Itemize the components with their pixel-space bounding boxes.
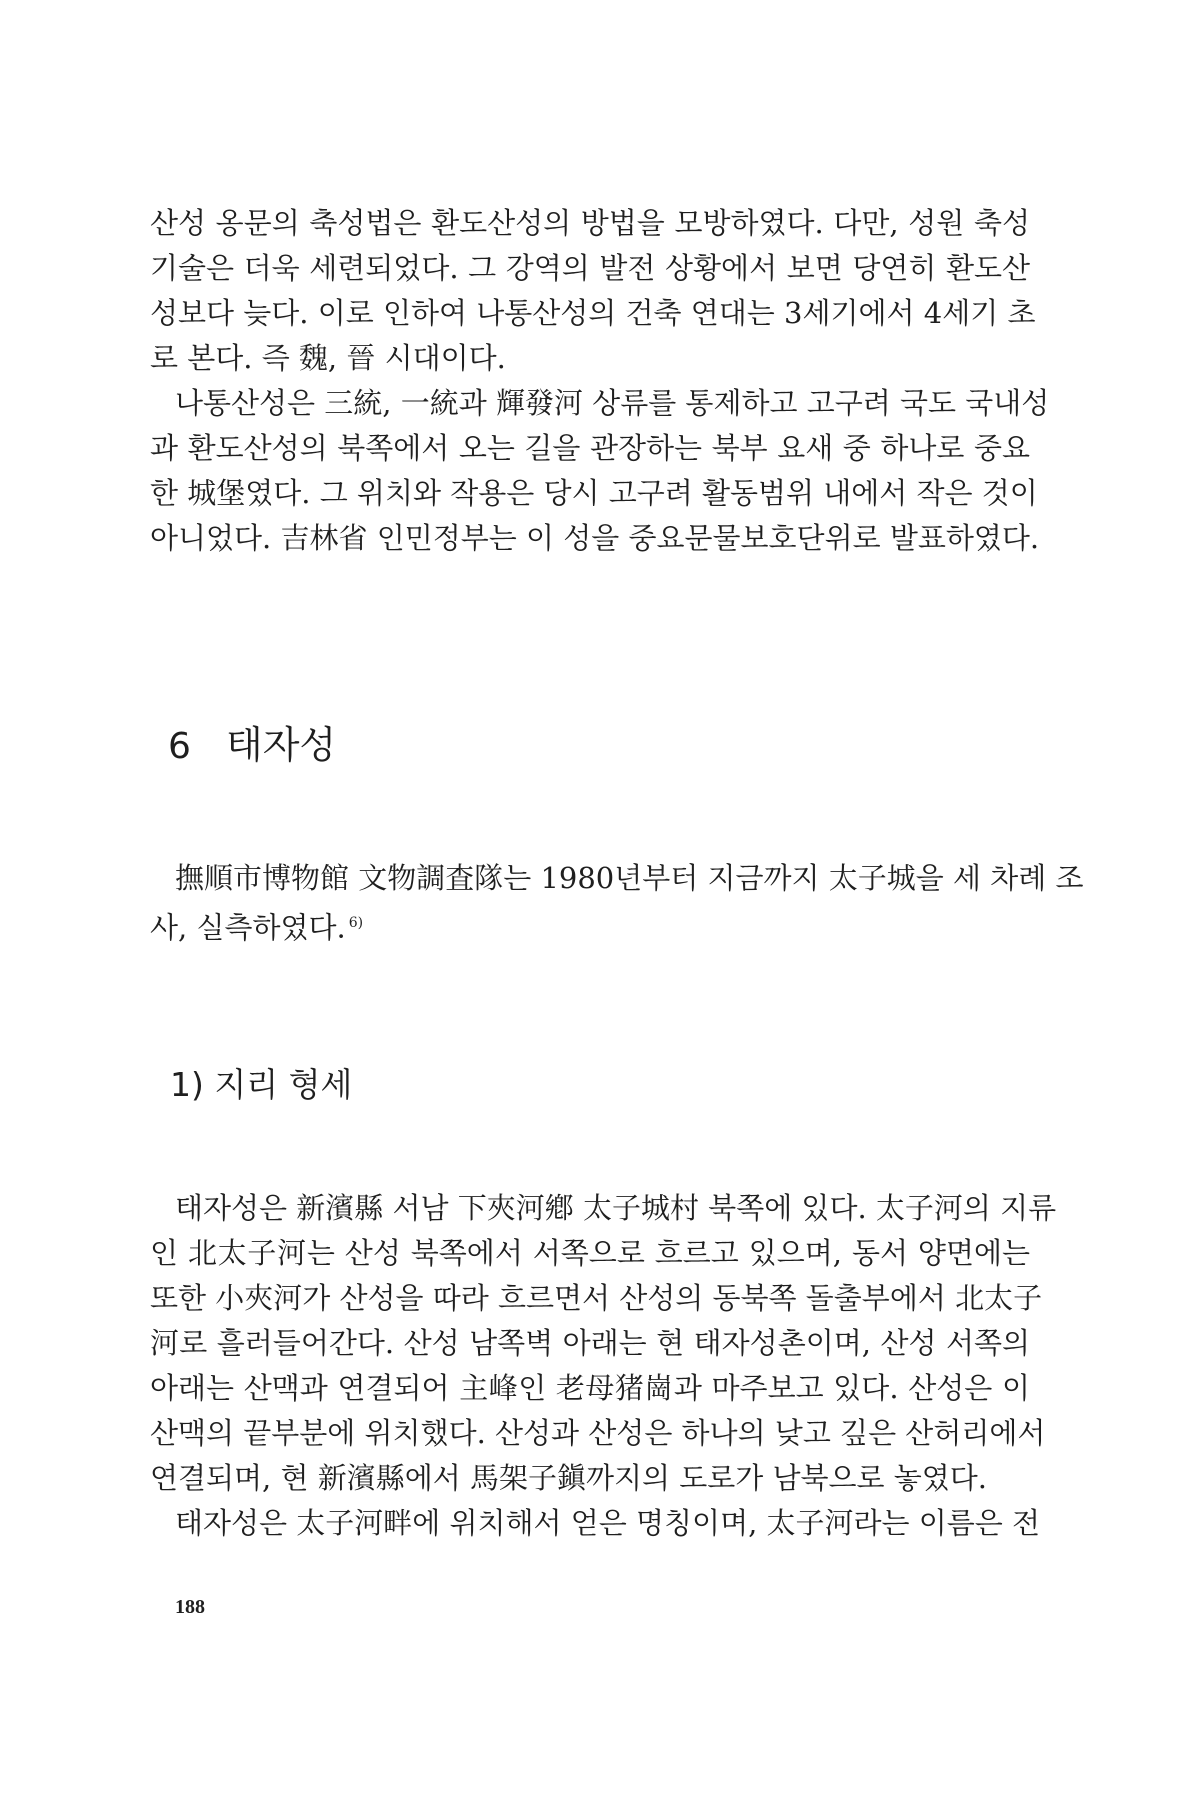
footnote-marker: 6) (348, 915, 364, 931)
text-line: 한 城堡였다. 그 위치와 작용은 당시 고구려 활동범위 내에서 작은 것이 (150, 476, 1038, 510)
text-line: 산성 옹문의 축성법은 환도산성의 방법을 모방하였다. 다만, 성원 축성 (150, 206, 1030, 240)
text-line-content: 사, 실측하였다. (150, 910, 346, 945)
text-line: 태자성은 新濱縣 서남 下夾河鄕 太子城村 북쪽에 있다. 太子河의 지류 (175, 1191, 1057, 1225)
text-line: 로 본다. 즉 魏, 晉 시대이다. (150, 341, 506, 375)
text-line (150, 903, 1030, 948)
text-line: 기술은 더욱 세련되었다. 그 강역의 발전 상황에서 보면 당연히 환도산 (150, 251, 1030, 285)
text-line: 성보다 늦다. 이로 인하여 나통산성의 건축 연대는 3세기에서 4세기 초 (150, 296, 1036, 330)
page-number: 188 (175, 1596, 205, 1618)
text-line: 태자성은 太子河畔에 위치해서 얻은 명칭이며, 太子河라는 이름은 전 (175, 1506, 1041, 1540)
text-line: 연결되며, 현 新濱縣에서 馬架子鎭까지의 도로가 남북으로 놓였다. (150, 1461, 988, 1495)
text-line: 또한 小夾河가 산성을 따라 흐르면서 산성의 동북쪽 돌출부에서 北太子 (150, 1281, 1043, 1315)
text-line: 산맥의 끝부분에 위치했다. 산성과 산성은 하나의 낮고 깊은 산허리에서 (150, 1416, 1046, 1450)
text-line: 나통산성은 三統, 一統과 輝發河 상류를 통제하고 고구려 국도 국내성 (175, 386, 1050, 420)
subsection-title: 1) 지리 형세 (170, 1065, 353, 1104)
text-line: 撫順市博物館 文物調査隊는 1980년부터 지금까지 太子城을 세 차례 조 (175, 861, 1084, 895)
text-line: 河로 흘러들어간다. 산성 남쪽벽 아래는 현 태자성촌이며, 산성 서쪽의 (150, 1326, 1030, 1360)
text-line: 아니었다. 吉林省 인민정부는 이 성을 중요문물보호단위로 발표하였다. (150, 521, 1040, 555)
text-line: 인 北太子河는 산성 북쪽에서 서쪽으로 흐르고 있으며, 동서 양면에는 (150, 1236, 1030, 1270)
text-line: 과 환도산성의 북쪽에서 오는 길을 관장하는 북부 요새 중 하나로 중요 (150, 431, 1030, 465)
text-line: 아래는 산맥과 연결되어 主峰인 老母猪崗과 마주보고 있다. 산성은 이 (150, 1371, 1030, 1405)
section-title: 태자성 (226, 723, 337, 767)
section-number: 6 (168, 726, 191, 767)
